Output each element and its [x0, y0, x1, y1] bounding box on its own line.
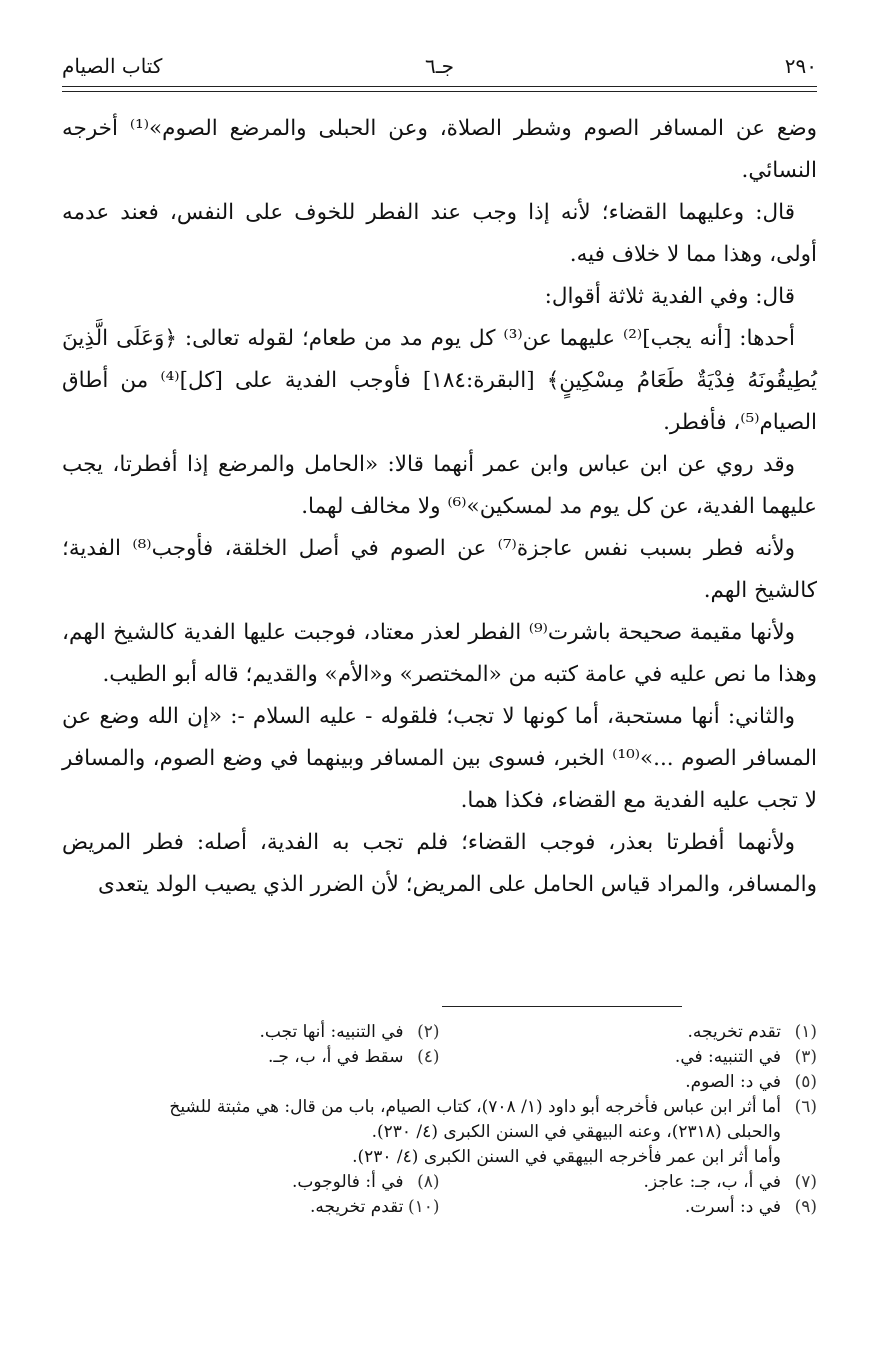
- paragraph: وقد روي عن ابن عباس وابن عمر أنهما قالا: «الحامل والمرضع إذا أفطرتا، يجب عليهما الفدية، عن كل يوم مد لمسكين»⁽⁶⁾ ولا مخالف لهما.: [62, 452, 817, 519]
- footnote-row: [62, 1020, 817, 1045]
- footnote-text: في د: أسرت.: [684, 1197, 781, 1217]
- footnote-4: [62, 1045, 440, 1070]
- footnote-5: [685, 1070, 817, 1095]
- footnotes: [62, 1020, 817, 1220]
- footnote-1: [440, 1020, 818, 1045]
- footnote-number: (٢): [417, 1022, 440, 1042]
- footnote-number: (٧): [794, 1172, 817, 1192]
- footnote-text: سقط في أ، ب، جـ.: [268, 1047, 404, 1067]
- footnote-separator: [442, 1006, 682, 1007]
- footnote-text: في التنبيه: في.: [674, 1047, 781, 1067]
- footnote-number: (١٠): [407, 1197, 440, 1217]
- footnote-row: [62, 1195, 817, 1220]
- footnote-text: في أ، ب، جـ: عاجز.: [643, 1172, 781, 1192]
- paragraph: ولأنها مقيمة صحيحة باشرت⁽⁹⁾ الفطر لعذر معتاد، فوجبت عليها الفدية كالشيخ الهم، وهذا ما نص عليه في عامة كتبه من «المختصر» و«الأم» والقديم؛ قاله أبو الطيب.: [62, 620, 817, 687]
- paragraph: والثاني: أنها مستحبة، أما كونها لا تجب؛ فلقوله - عليه السلام -: «إن الله وضع عن المسافر الصوم ...»⁽¹⁰⁾ الخبر، فسوى بين المسافر وبينهما في وضع الصوم، والمسافر لا تجب عليه الفدية مع القضاء، فكذا هما.: [62, 704, 817, 813]
- footnote-number: (١): [794, 1022, 817, 1042]
- footnote-3: [440, 1045, 818, 1070]
- book-title: كتاب الصيام: [62, 54, 163, 78]
- footnote-text: تقدم تخريجه.: [687, 1022, 781, 1042]
- footnote-text: أما أثر ابن عباس فأخرجه أبو داود (١/ ٧٠٨)، كتاب الصيام، باب من قال: هي مثبتة للشيخ: [169, 1097, 781, 1117]
- footnote-8: [62, 1170, 440, 1195]
- volume-label: جـ٦: [425, 54, 454, 78]
- footnote-text: تقدم تخريجه.: [310, 1197, 404, 1217]
- paragraph: ولأنه فطر بسبب نفس عاجزة⁽⁷⁾ عن الصوم في أصل الخلقة، فأوجب⁽⁸⁾ الفدية؛ كالشيخ الهم.: [62, 536, 817, 603]
- header-rule-thin: [62, 91, 817, 92]
- paragraph: ولأنهما أفطرتا بعذر، فوجب القضاء؛ فلم تجب به الفدية، أصله: فطر المريض والمسافر، والمراد قياس الحامل على المريض؛ لأن الضرر الذي يصيب الولد يتعدى: [62, 830, 817, 897]
- footnote-text: في أ: فالوجوب.: [291, 1172, 404, 1192]
- main-text: [62, 108, 817, 906]
- footnote-text: في د: الصوم.: [685, 1072, 781, 1092]
- footnote-number: (٩): [794, 1197, 817, 1217]
- paragraph: قال: وفي الفدية ثلاثة أقوال:: [544, 284, 795, 309]
- footnote-text: في التنبيه: أنها تجب.: [259, 1022, 404, 1042]
- footnote-2: [62, 1020, 440, 1045]
- paragraph: أحدها: [أنه يجب]⁽²⁾ عليهما عن⁽³⁾ كل يوم مد من طعام؛ لقوله تعالى: ﴿وَعَلَى الَّذِينَ يُطِيقُونَهُ فِدْيَةٌ طَعَامُ مِسْكِينٍ﴾ [البقرة:١٨٤] فأوجب الفدية على [كل]⁽⁴⁾ من أطاق الصيام⁽⁵⁾، فأفطر.: [62, 326, 817, 435]
- footnote-row: [62, 1045, 817, 1070]
- footnote-number: (٥): [794, 1072, 817, 1092]
- footnote-6: [62, 1095, 817, 1170]
- paragraph: قال: وعليهما القضاء؛ لأنه إذا وجب عند الفطر للخوف على النفس، فعند عدمه أولى، وهذا مما لا خلاف فيه.: [62, 200, 817, 267]
- footnote-text-continued: وأما أثر ابن عمر فأخرجه البيهقي في السنن الكبرى (٤/ ٢٣٠).: [352, 1147, 781, 1167]
- page-header: [62, 50, 817, 84]
- footnote-number: (٣): [794, 1047, 817, 1067]
- footnote-number: (٤): [417, 1047, 440, 1067]
- footnote-10: [62, 1195, 440, 1220]
- header-rule: [62, 86, 817, 87]
- footnote-number: (٦): [794, 1097, 817, 1117]
- footnote-row: [62, 1170, 817, 1195]
- footnote-text-continued: والحبلى (٢٣١٨)، وعنه البيهقي في السنن الكبرى (٤/ ٢٣٠).: [371, 1122, 781, 1142]
- footnote-7: [440, 1170, 818, 1195]
- footnote-number: (٨): [417, 1172, 440, 1192]
- page-number: ٢٩٠: [784, 54, 817, 78]
- paragraph: وضع عن المسافر الصوم وشطر الصلاة، وعن الحبلى والمرضع الصوم»⁽¹⁾ أخرجه النسائي.: [62, 116, 817, 183]
- footnote-9: [440, 1195, 818, 1220]
- footnote-row: [62, 1070, 817, 1095]
